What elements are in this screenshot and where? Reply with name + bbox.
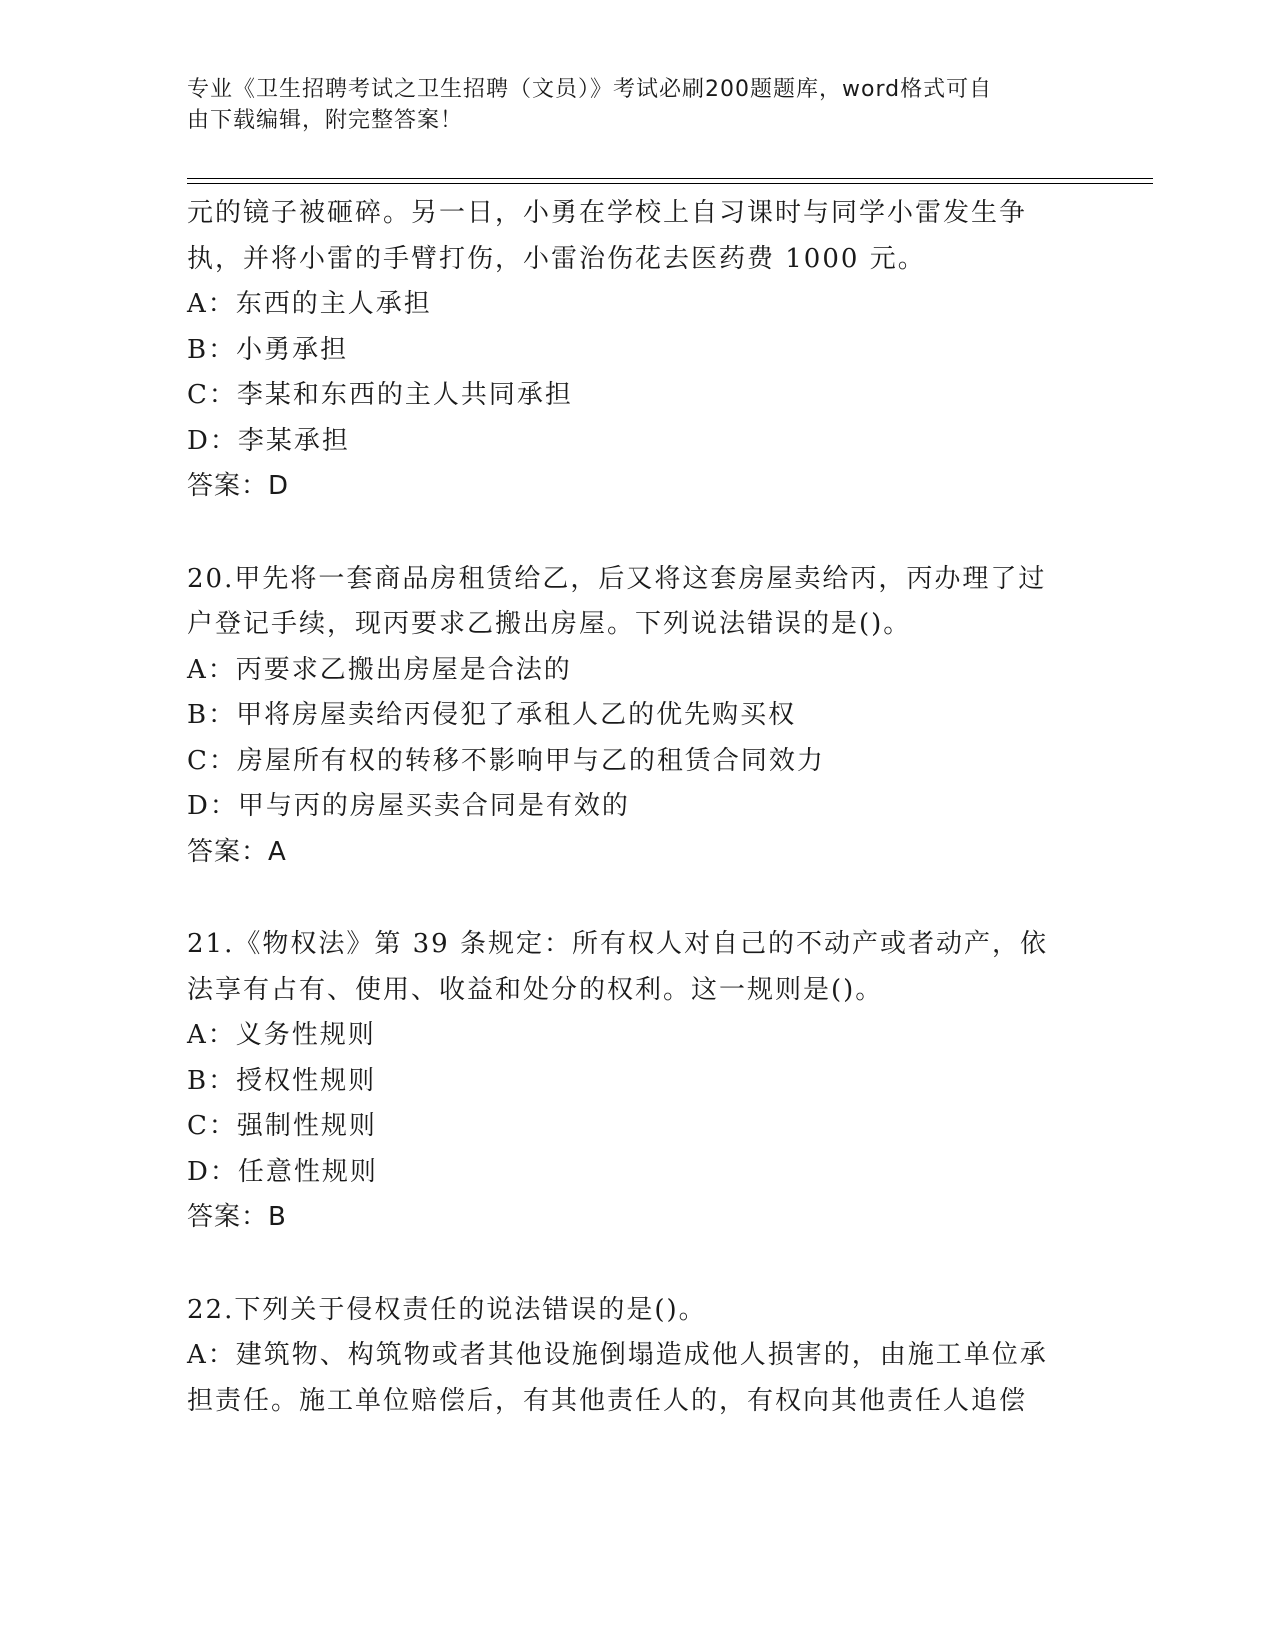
option-a-continued: 担责任。施工单位赔偿后，有其他责任人的，有权向其他责任人追偿 — [187, 1385, 1028, 1416]
question-20 — [187, 557, 1087, 876]
question-stem-line: 21.《物权法》第 39 条规定：所有权人对自己的不动产或者动产，依 — [187, 929, 1048, 959]
option-b: B：小勇承担 — [187, 334, 349, 365]
question-spacer — [187, 875, 1087, 922]
question-19-continued — [187, 191, 1087, 510]
option-c: C：李某和东西的主人共同承担 — [187, 380, 573, 410]
question-stem-line: 户登记手续，现丙要求乙搬出房屋。下列说法错误的是()。 — [187, 609, 912, 639]
question-stem-line: 22.下列关于侵权责任的说法错误的是()。 — [187, 1294, 707, 1325]
question-spacer — [187, 510, 1087, 557]
question-22 — [187, 1288, 1087, 1425]
document-header — [187, 74, 1087, 136]
question-text-line: 执，并将小雷的手臂打伤，小雷治伤花去医药费 1000 元。 — [187, 243, 926, 274]
question-21 — [187, 922, 1087, 1241]
answer-line: 答案：A — [187, 836, 287, 867]
question-spacer — [187, 1241, 1087, 1288]
document-body — [187, 191, 1087, 1424]
option-c: C：强制性规则 — [187, 1111, 377, 1141]
header-divider-top — [187, 178, 1153, 179]
question-text-line: 元的镜子被砸碎。另一日，小勇在学校上自习课时与同学小雷发生争 — [187, 198, 1028, 228]
option-a: A：建筑物、构筑物或者其他设施倒塌造成他人损害的，由施工单位承 — [187, 1340, 1048, 1370]
question-stem-line: 法享有占有、使用、收益和处分的权利。这一规则是()。 — [187, 974, 884, 1005]
header-line-1: 专业《卫生招聘考试之卫生招聘（文员）》考试必刷200题题库，word格式可自 — [187, 77, 993, 102]
option-c: C：房屋所有权的转移不影响甲与乙的租赁合同效力 — [187, 745, 825, 776]
option-a: A：东西的主人承担 — [187, 289, 432, 319]
option-b: B：授权性规则 — [187, 1065, 377, 1096]
question-stem-line: 20.甲先将一套商品房租赁给乙，后又将这套房屋卖给丙，丙办理了过 — [187, 563, 1047, 594]
answer-line: 答案：D — [187, 471, 290, 501]
option-d: D：甲与丙的房屋买卖合同是有效的 — [187, 791, 630, 821]
option-d: D：任意性规则 — [187, 1156, 378, 1187]
option-b: B：甲将房屋卖给丙侵犯了承租人乙的优先购买权 — [187, 700, 797, 730]
header-line-2: 由下载编辑，附完整答案！ — [187, 108, 464, 133]
header-divider-bottom — [187, 183, 1153, 184]
option-a: A：丙要求乙搬出房屋是合法的 — [187, 654, 572, 685]
answer-line: 答案：B — [187, 1202, 287, 1232]
option-d: D：李某承担 — [187, 425, 350, 456]
option-a: A：义务性规则 — [187, 1020, 376, 1050]
